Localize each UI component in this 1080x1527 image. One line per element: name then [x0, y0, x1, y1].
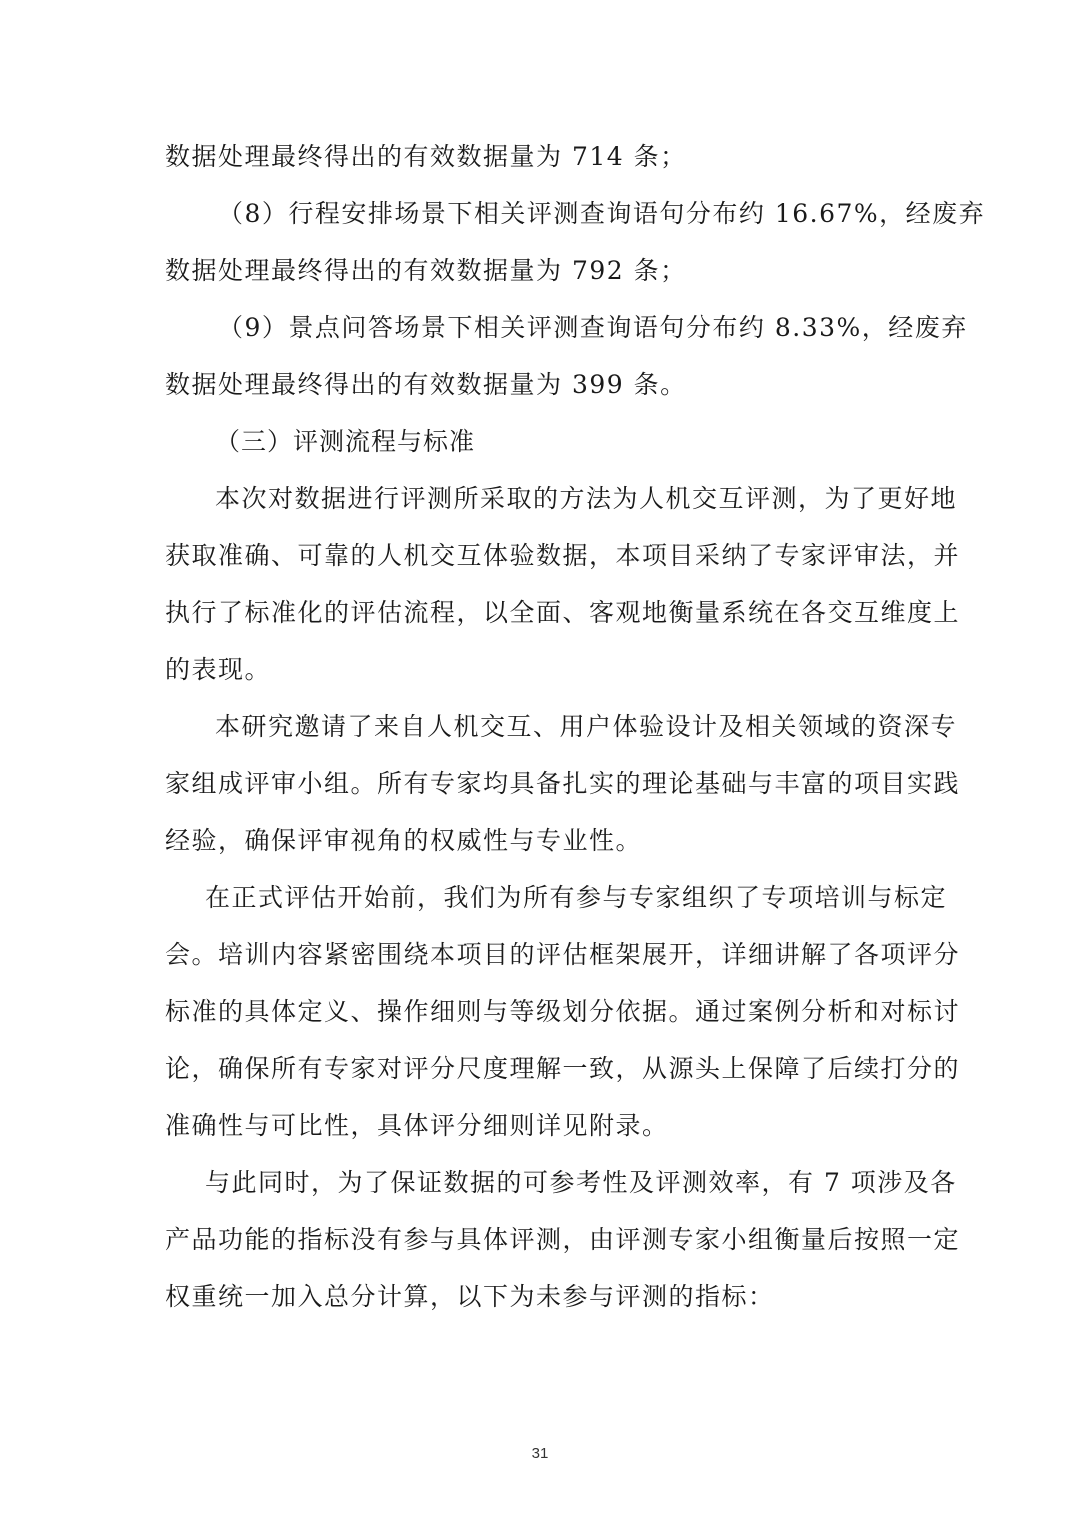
paragraph-2-line-2: 家组成评审小组。所有专家均具备扎实的理论基础与丰富的项目实践	[165, 769, 961, 798]
paragraph-2-line-3: 经验，确保评审视角的权威性与专业性。	[165, 826, 643, 855]
page-number: 31	[531, 1445, 549, 1462]
paragraph-4-line-2: 产品功能的指标没有参与具体评测，由评测专家小组衡量后按照一定	[165, 1225, 961, 1254]
paragraph-3-line-3: 标准的具体定义、操作细则与等级划分依据。通过案例分析和对标讨	[165, 997, 961, 1026]
paragraph-4-line-1: 与此同时，为了保证数据的可参考性及评测效率，有 7 项涉及各	[205, 1168, 957, 1197]
paragraph-3-line-5: 准确性与可比性，具体评分细则详见附录。	[165, 1111, 669, 1140]
paragraph-1-line-3: 执行了标准化的评估流程，以全面、客观地衡量系统在各交互维度上	[165, 598, 961, 627]
paragraph-4-line-3: 权重统一加入总分计算，以下为未参与评测的指标：	[165, 1282, 775, 1311]
list-item-8-line-1: （8）行程安排场景下相关评测查询语句分布约 16.67%，经废弃	[218, 199, 986, 228]
paragraph-1-line-1: 本次对数据进行评测所采取的方法为人机交互评测，为了更好地	[215, 484, 958, 513]
paragraph-3-line-2: 会。培训内容紧密围绕本项目的评估框架展开，详细讲解了各项评分	[165, 940, 961, 969]
paragraph-2-line-1: 本研究邀请了来自人机交互、用户体验设计及相关领域的资深专	[215, 712, 958, 741]
list-item-9-line-1: （9）景点问答场景下相关评测查询语句分布约 8.33%，经废弃	[218, 313, 968, 342]
paragraph-3-line-4: 论，确保所有专家对评分尺度理解一致，从源头上保障了后续打分的	[165, 1054, 961, 1083]
paragraph-1-line-4: 的表现。	[165, 655, 272, 684]
paragraph-1-line-2: 获取准确、可靠的人机交互体验数据，本项目采纳了专家评审法，并	[165, 541, 961, 570]
section-heading: （三）评测流程与标准	[215, 427, 476, 456]
text-line-1: 数据处理最终得出的有效数据量为 714 条；	[165, 142, 687, 171]
list-item-8-line-2: 数据处理最终得出的有效数据量为 792 条；	[165, 256, 687, 285]
list-item-9-line-2: 数据处理最终得出的有效数据量为 399 条。	[165, 370, 687, 399]
paragraph-3-line-1: 在正式评估开始前，我们为所有参与专家组织了专项培训与标定	[205, 883, 948, 912]
